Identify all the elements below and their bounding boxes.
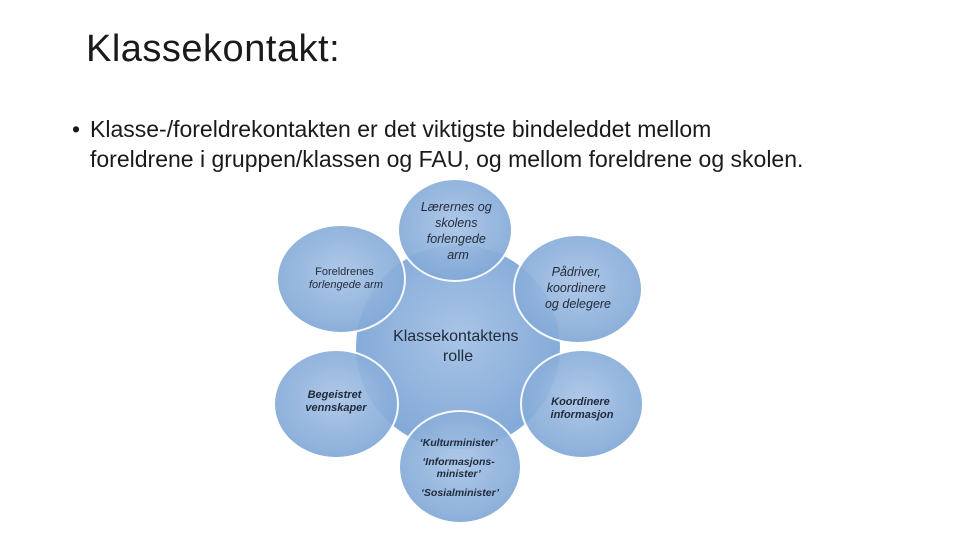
slide-title: Klassekontakt:: [86, 28, 341, 70]
center-label-line-2: rolle: [442, 348, 474, 365]
bottom-label-line-4: ‘Sosialminister’: [420, 487, 500, 499]
bottom-right-label-line-1: Koordinere: [551, 396, 610, 408]
bottom-left-label-line-2: vennskaper: [305, 402, 367, 414]
top-label-line-1: Lærernes og: [420, 200, 492, 214]
svg-text:Koordinere informasjon: [551, 396, 614, 421]
bottom-label-line-1: ‘Kulturminister’: [419, 437, 498, 449]
top-label-line-2: skolens: [435, 216, 478, 230]
bullet-dot-icon: •: [72, 116, 81, 142]
bottom-label-line-3: minister’: [436, 468, 481, 480]
top-right-label-line-3: og delegere: [544, 297, 612, 311]
top-left-label-line-2: forlengede arm: [309, 279, 383, 291]
bottom-label-line-2: ‘Informasjons-: [422, 456, 495, 468]
top-label-line-3: forlengede: [426, 232, 486, 246]
bottom-right-label-line-2: informasjon: [550, 409, 614, 421]
top-right-label-line-1: Pådriver,: [551, 265, 601, 279]
bullet-line-2: foreldrene i gruppen/klassen og FAU, og mellom foreldrene og skolen.: [90, 146, 804, 172]
top-right-label-line-2: koordinere: [546, 281, 606, 295]
center-label-line-1: Klassekontaktens: [393, 328, 519, 345]
svg-text:Foreldrenes forlengede arm: [309, 266, 383, 291]
svg-text:Pådriver, koordinere o: [545, 265, 611, 311]
top-label-line-4: arm: [447, 248, 469, 262]
bottom-left-label-line-1: Begeistret: [307, 389, 362, 401]
svg-text:Begeistret vennskaper: [305, 389, 367, 414]
circle-top: [398, 179, 512, 281]
top-left-label-line-1: Foreldrenes: [315, 266, 374, 278]
bullet-line-1: Klasse-/foreldrekontakten er det viktigste bindeleddet mellom: [90, 116, 712, 142]
